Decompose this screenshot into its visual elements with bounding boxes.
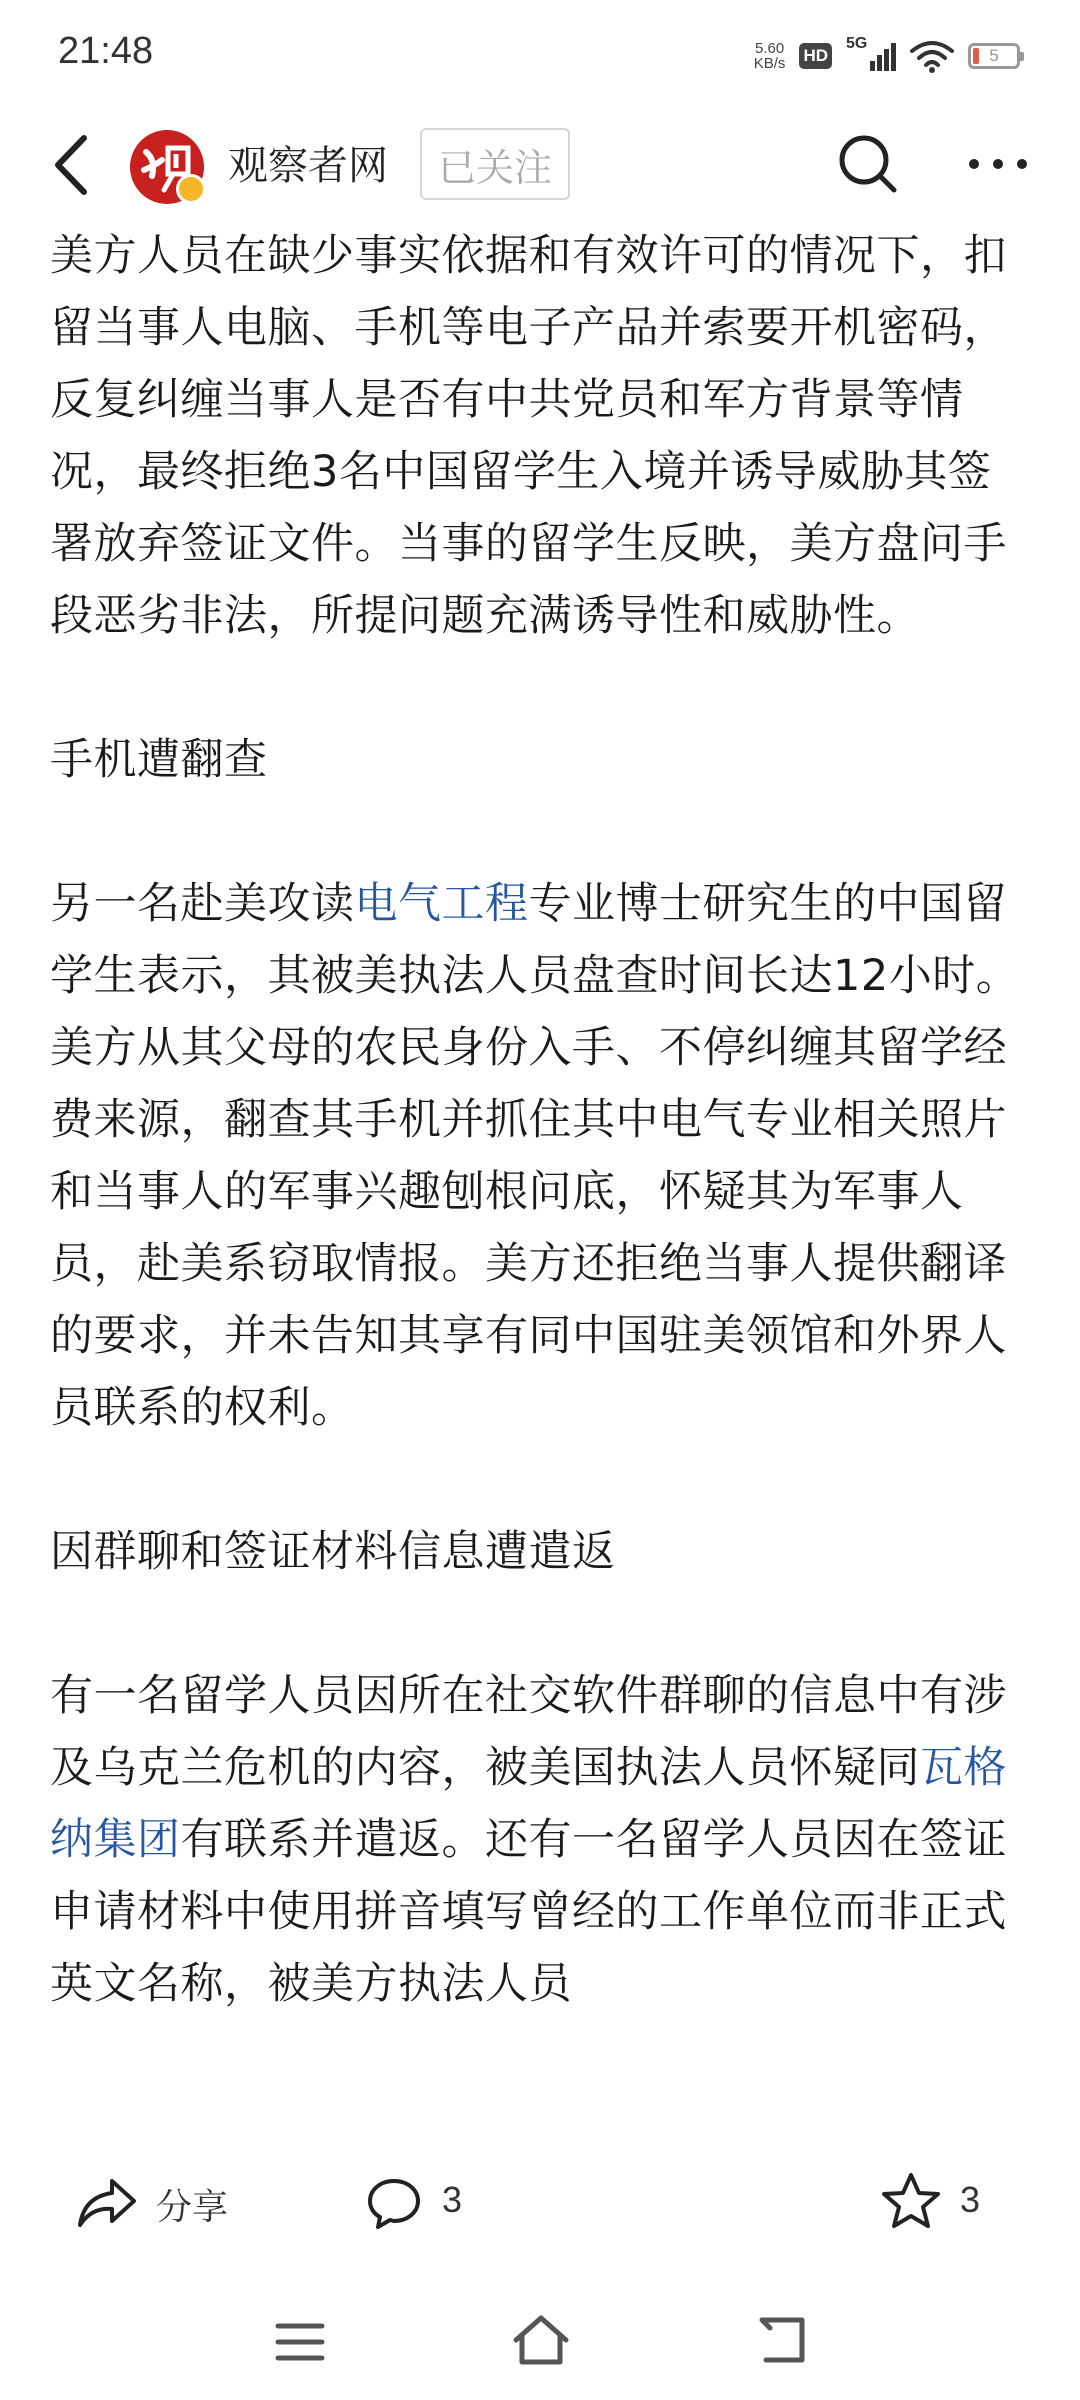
status-icons bbox=[754, 32, 1020, 80]
home-icon[interactable] bbox=[510, 2312, 572, 2368]
account-name[interactable]: 观察者网 bbox=[228, 143, 388, 189]
link-wagner-group[interactable]: 瓦格纳集团 bbox=[50, 1743, 1007, 1865]
verified-badge-icon bbox=[176, 174, 206, 204]
more-options-icon[interactable] bbox=[966, 154, 1030, 174]
network-speed-value: 5.60 bbox=[754, 40, 785, 57]
follow-button[interactable]: 已关注 bbox=[420, 128, 570, 200]
share-icon[interactable] bbox=[76, 2175, 138, 2231]
article-subheading-1: 手机遭翻查 bbox=[50, 735, 268, 785]
article-subheading-2: 因群聊和签证材料信息遭遣返 bbox=[50, 1527, 616, 1577]
battery-icon bbox=[968, 43, 1020, 69]
paragraph-2-text-after: 专业博士研究生的中国留学生表示，其被美执法人员盘查时间长达12小时。美方从其父母的农民身份入手、不停纠缠其留学经费来源，翻查其手机并抓住其中电气专业相关照片和当事人的军事兴趣刨根问底，怀疑其为军事人员，赴美系窃取情报。美方还拒绝当事人提供翻译的要求，并未告知其享有同中国驻美领馆和外界人员联系的权利。 bbox=[50, 879, 1020, 1433]
wifi-icon bbox=[910, 39, 954, 73]
bottom-action-bar bbox=[0, 2135, 1080, 2275]
article-body bbox=[50, 220, 1030, 2130]
comment-count[interactable]: 3 bbox=[442, 2179, 463, 2220]
hd-icon: HD bbox=[799, 43, 832, 69]
network-speed bbox=[754, 41, 786, 71]
back-gesture-icon[interactable] bbox=[754, 2314, 810, 2366]
article-paragraph-3 bbox=[50, 1660, 1030, 2020]
status-time: 21:48 bbox=[58, 30, 154, 72]
paragraph-2-text-before: 另一名赴美攻读 bbox=[50, 879, 355, 929]
menu-icon[interactable] bbox=[274, 2320, 326, 2364]
article-paragraph-1: 美方人员在缺少事实依据和有效许可的情况下，扣留当事人电脑、手机等电子产品并索要开机密码，反复纠缠当事人是否有中共党员和军方背景等情况，最终拒绝3名中国留学生入境并诱导威胁其签署放弃签证文件。当事的留学生反映，美方盘问手段恶劣非法，所提问题充满诱导性和威胁性。 bbox=[50, 231, 1007, 641]
system-navigation-bar bbox=[0, 2290, 1080, 2400]
back-arrow-icon[interactable] bbox=[44, 132, 100, 198]
share-button-label[interactable]: 分享 bbox=[156, 2187, 229, 2228]
star-icon[interactable] bbox=[880, 2171, 942, 2231]
battery-fill bbox=[973, 48, 979, 64]
link-electrical-engineering[interactable]: 电气工程 bbox=[354, 879, 529, 929]
network-speed-unit: KB/s bbox=[753, 55, 786, 72]
paragraph-3-text-before: 有一名留学人员因所在社交软件群聊的信息中有涉及乌克兰危机的内容，被美国执法人员怀疑同 bbox=[50, 1671, 1007, 1793]
article-header bbox=[0, 110, 1080, 220]
paragraph-3-text-after: 有联系并遣返。还有一名留学人员因在签证申请材料中使用拼音填写曾经的工作单位而非正式英文名称，被美方执法人员 bbox=[50, 1815, 1007, 2009]
network-type: 5G bbox=[846, 35, 868, 52]
article-paragraph-2 bbox=[50, 868, 1030, 1444]
battery-level: 5 bbox=[989, 46, 999, 65]
signal-icon bbox=[846, 35, 896, 73]
search-icon[interactable] bbox=[834, 130, 900, 196]
status-bar bbox=[0, 0, 1080, 110]
star-count[interactable]: 3 bbox=[960, 2179, 981, 2220]
comment-icon[interactable] bbox=[366, 2175, 422, 2231]
